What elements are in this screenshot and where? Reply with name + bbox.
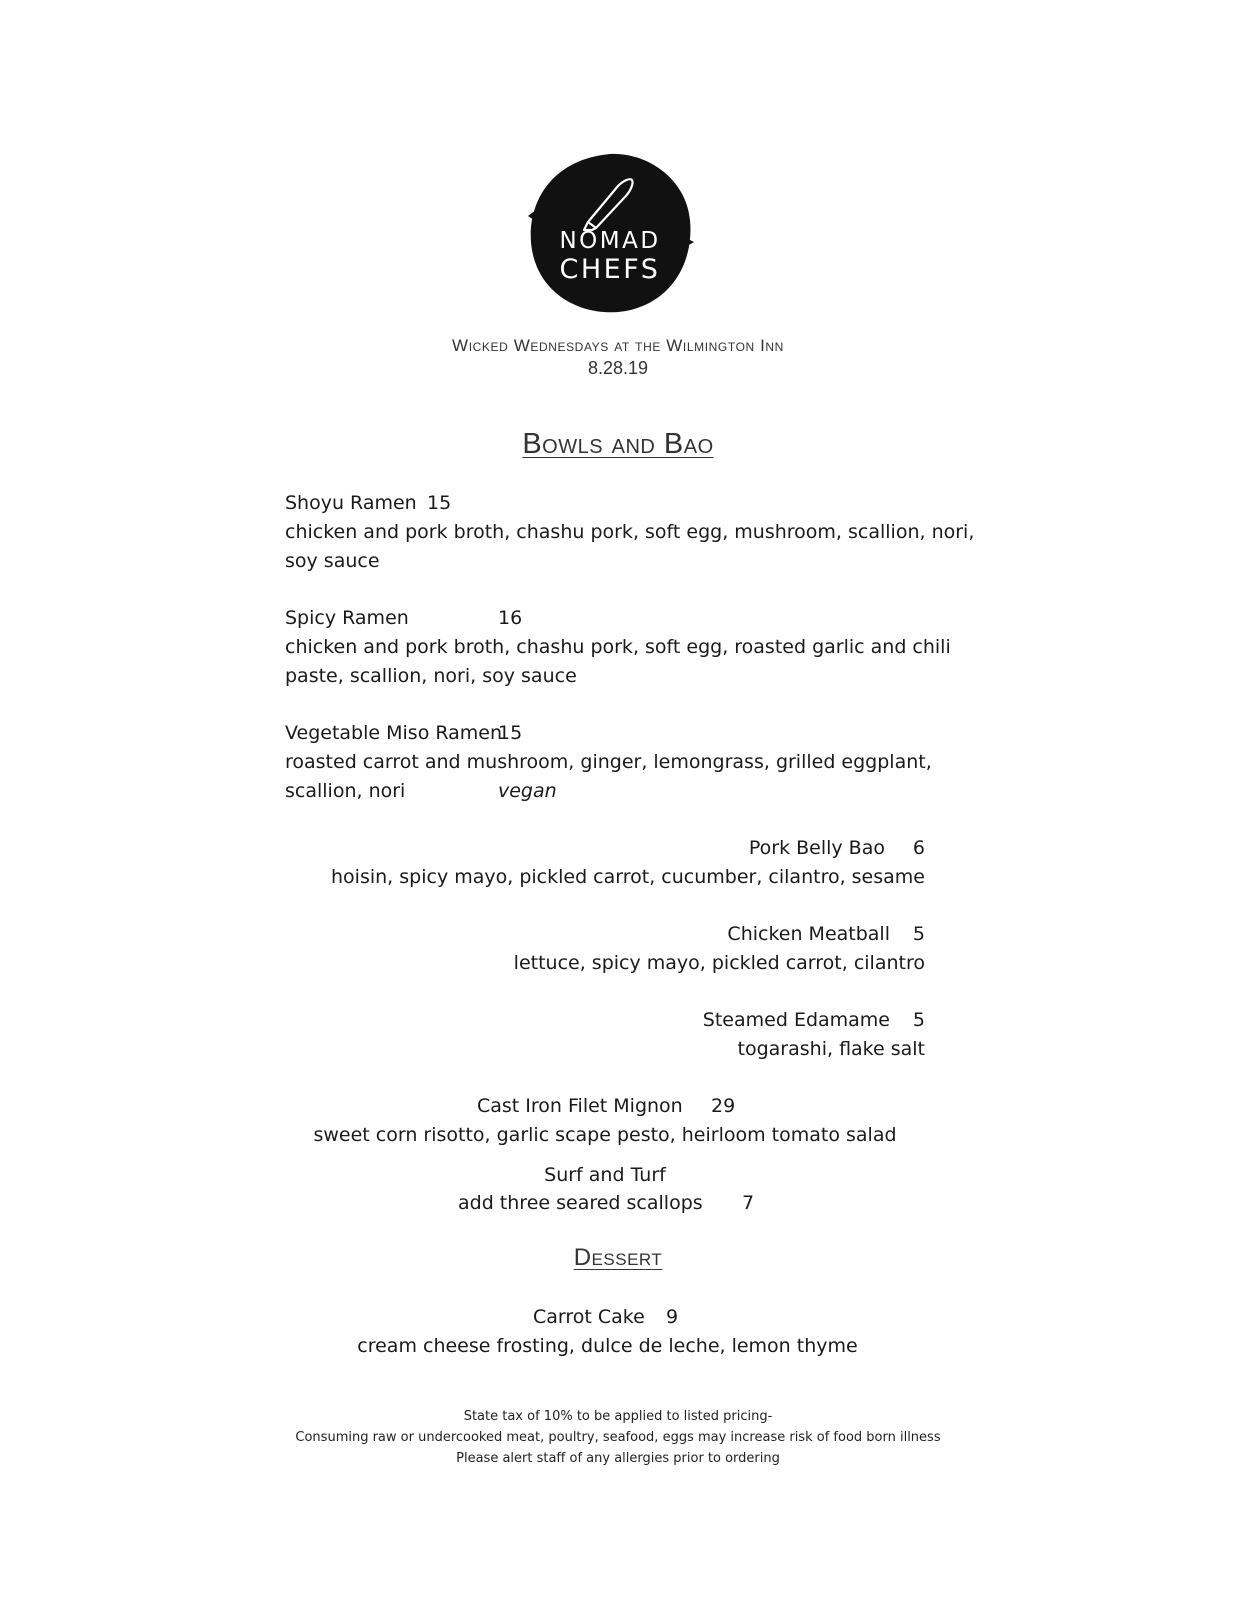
item-price: 9 (666, 1306, 679, 1328)
item-price: 16 (498, 607, 523, 629)
event-date: 8.28.19 (587, 358, 649, 378)
item-name: Shoyu Ramen (285, 492, 417, 514)
item-name: Surf and Turf (544, 1164, 666, 1186)
logo-line-2: CHEFS (559, 254, 661, 285)
section-heading-dessert: Dessert (573, 1244, 663, 1271)
food-safety-notice: Consuming raw or undercooked meat, poultry, seafood, eggs may increase risk of food born illness (295, 1430, 941, 1445)
item-name: Pork Belly Bao (748, 837, 885, 859)
item-price: 29 (711, 1095, 736, 1117)
item-price: 5 (912, 1009, 925, 1031)
item-name: Carrot Cake (533, 1306, 645, 1328)
logo-line-1: NOMAD (559, 228, 661, 254)
item-price: 6 (912, 837, 925, 859)
item-price: 7 (742, 1192, 755, 1214)
item-description: scallion, nori (285, 780, 406, 802)
item-description: roasted carrot and mushroom, ginger, lemongrass, grilled eggplant, (285, 751, 932, 773)
item-description: paste, scallion, nori, soy sauce (285, 665, 577, 687)
item-name: Chicken Meatball (727, 923, 890, 945)
item-description: hoisin, spicy mayo, pickled carrot, cucumber, cilantro, sesame (331, 866, 925, 888)
item-description: togarashi, flake salt (737, 1038, 925, 1060)
item-description: chicken and pork broth, chashu pork, soft egg, roasted garlic and chili (285, 636, 951, 658)
item-description: add three seared scallops (458, 1192, 703, 1214)
section-heading-bowls: Bowls and Bao (522, 428, 714, 460)
item-price: 15 (498, 722, 523, 744)
item-description: sweet corn risotto, garlic scape pesto, heirloom tomato salad (313, 1124, 897, 1146)
item-description: cream cheese frosting, dulce de leche, lemon thyme (357, 1335, 858, 1357)
item-name: Cast Iron Filet Mignon (477, 1095, 683, 1117)
vegan-tag: vegan (498, 780, 557, 802)
item-description: lettuce, spicy mayo, pickled carrot, cilantro (513, 952, 925, 974)
tax-notice: State tax of 10% to be applied to listed pricing- (463, 1409, 773, 1424)
item-description: chicken and pork broth, chashu pork, soft egg, mushroom, scallion, nori, (285, 521, 975, 543)
event-subtitle: Wicked Wednesdays at the Wilmington Inn (452, 336, 784, 355)
item-name: Spicy Ramen (285, 607, 409, 629)
nomad-chefs-logo (526, 150, 694, 315)
allergy-notice: Please alert staff of any allergies prior to ordering (456, 1451, 780, 1466)
item-price: 15 (427, 492, 452, 514)
item-price: 5 (912, 923, 925, 945)
item-name: Steamed Edamame (702, 1009, 890, 1031)
item-name: Vegetable Miso Ramen (285, 722, 503, 744)
item-description: soy sauce (285, 550, 380, 572)
